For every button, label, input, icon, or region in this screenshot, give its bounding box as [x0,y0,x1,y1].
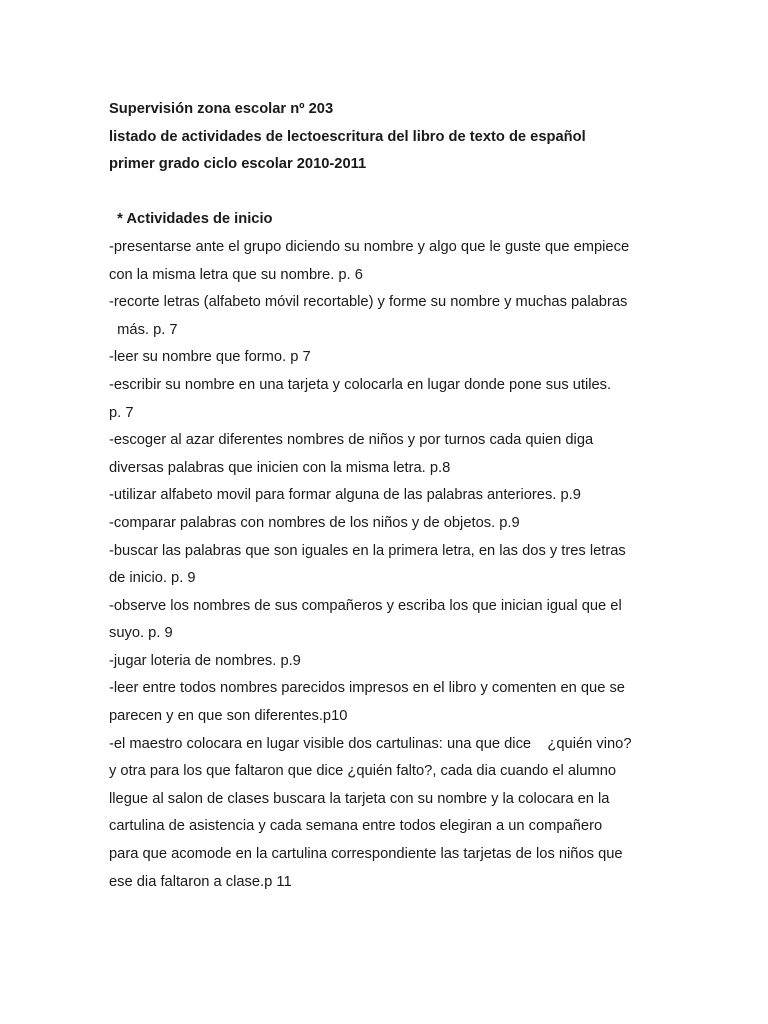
activity-text-line: p. 7 [109,404,134,421]
activity-text-line: -leer entre todos nombres parecidos impresos en el libro y comenten en que se [109,680,625,697]
document-title-line-1: Supervisión zona escolar nº 203 [109,101,334,117]
activity-text-line: ese dia faltaron a clase.p 11 [109,873,292,890]
document-title-line-3: primer grado ciclo escolar 2010-2011 [109,156,367,173]
activity-text-line: -utilizar alfabeto movil para formar alguna de las palabras anteriores. p.9 [109,487,581,504]
activity-text-line: -observe los nombres de sus compañeros y escriba los que inician igual que el [109,597,622,614]
activity-text-line: con la misma letra que su nombre. p. 6 [109,266,363,283]
activity-text-line: y otra para los que faltaron que dice ¿quién falto?, cada dia cuando el alumno [109,763,617,780]
activity-text-line: -recorte letras (alfabeto móvil recortable) y forme su nombre y muchas palabras [109,294,628,311]
activity-text-line: diversas palabras que inicien con la misma letra. p.8 [109,459,451,476]
activity-text-line: más. p. 7 [109,321,178,338]
activity-text-line: -comparar palabras con nombres de los niños y de objetos. p.9 [109,514,520,531]
document-title-line-2: listado de actividades de lectoescritura del libro de texto de español [109,128,586,145]
activity-text-line: de inicio. p. 9 [109,570,196,587]
activity-text-line: suyo. p. 9 [109,625,173,642]
activity-text-line: -buscar las palabras que son iguales en la primera letra, en las dos y tres letras [109,542,626,559]
document-body [109,96,749,896]
activity-text-line: -escribir su nombre en una tarjeta y colocarla en lugar donde pone sus utiles. [109,376,612,393]
activity-text-line: parecen y en que son diferentes.p10 [109,708,348,725]
activity-text-line: -jugar loteria de nombres. p.9 [109,652,301,669]
activity-text-line: -escoger al azar diferentes nombres de niños y por turnos cada quien diga [109,432,594,449]
activity-text-line: para que acomode en la cartulina correspondiente las tarjetas de los niños que [109,846,623,863]
activity-text-line: -leer su nombre que formo. p 7 [109,349,311,366]
activity-text-line: llegue al salon de clases buscara la tarjeta con su nombre y la colocara en la [109,790,610,807]
activity-text-line: cartulina de asistencia y cada semana entre todos elegiran a un compañero [109,818,603,835]
activity-text-line: -presentarse ante el grupo diciendo su nombre y algo que le guste que empiece [109,238,630,255]
blank-line [109,179,749,207]
activity-text-line: -el maestro colocara en lugar visible dos cartulinas: una que dice ¿quién vino? [109,735,632,752]
section-heading: * Actividades de inicio [109,211,273,228]
